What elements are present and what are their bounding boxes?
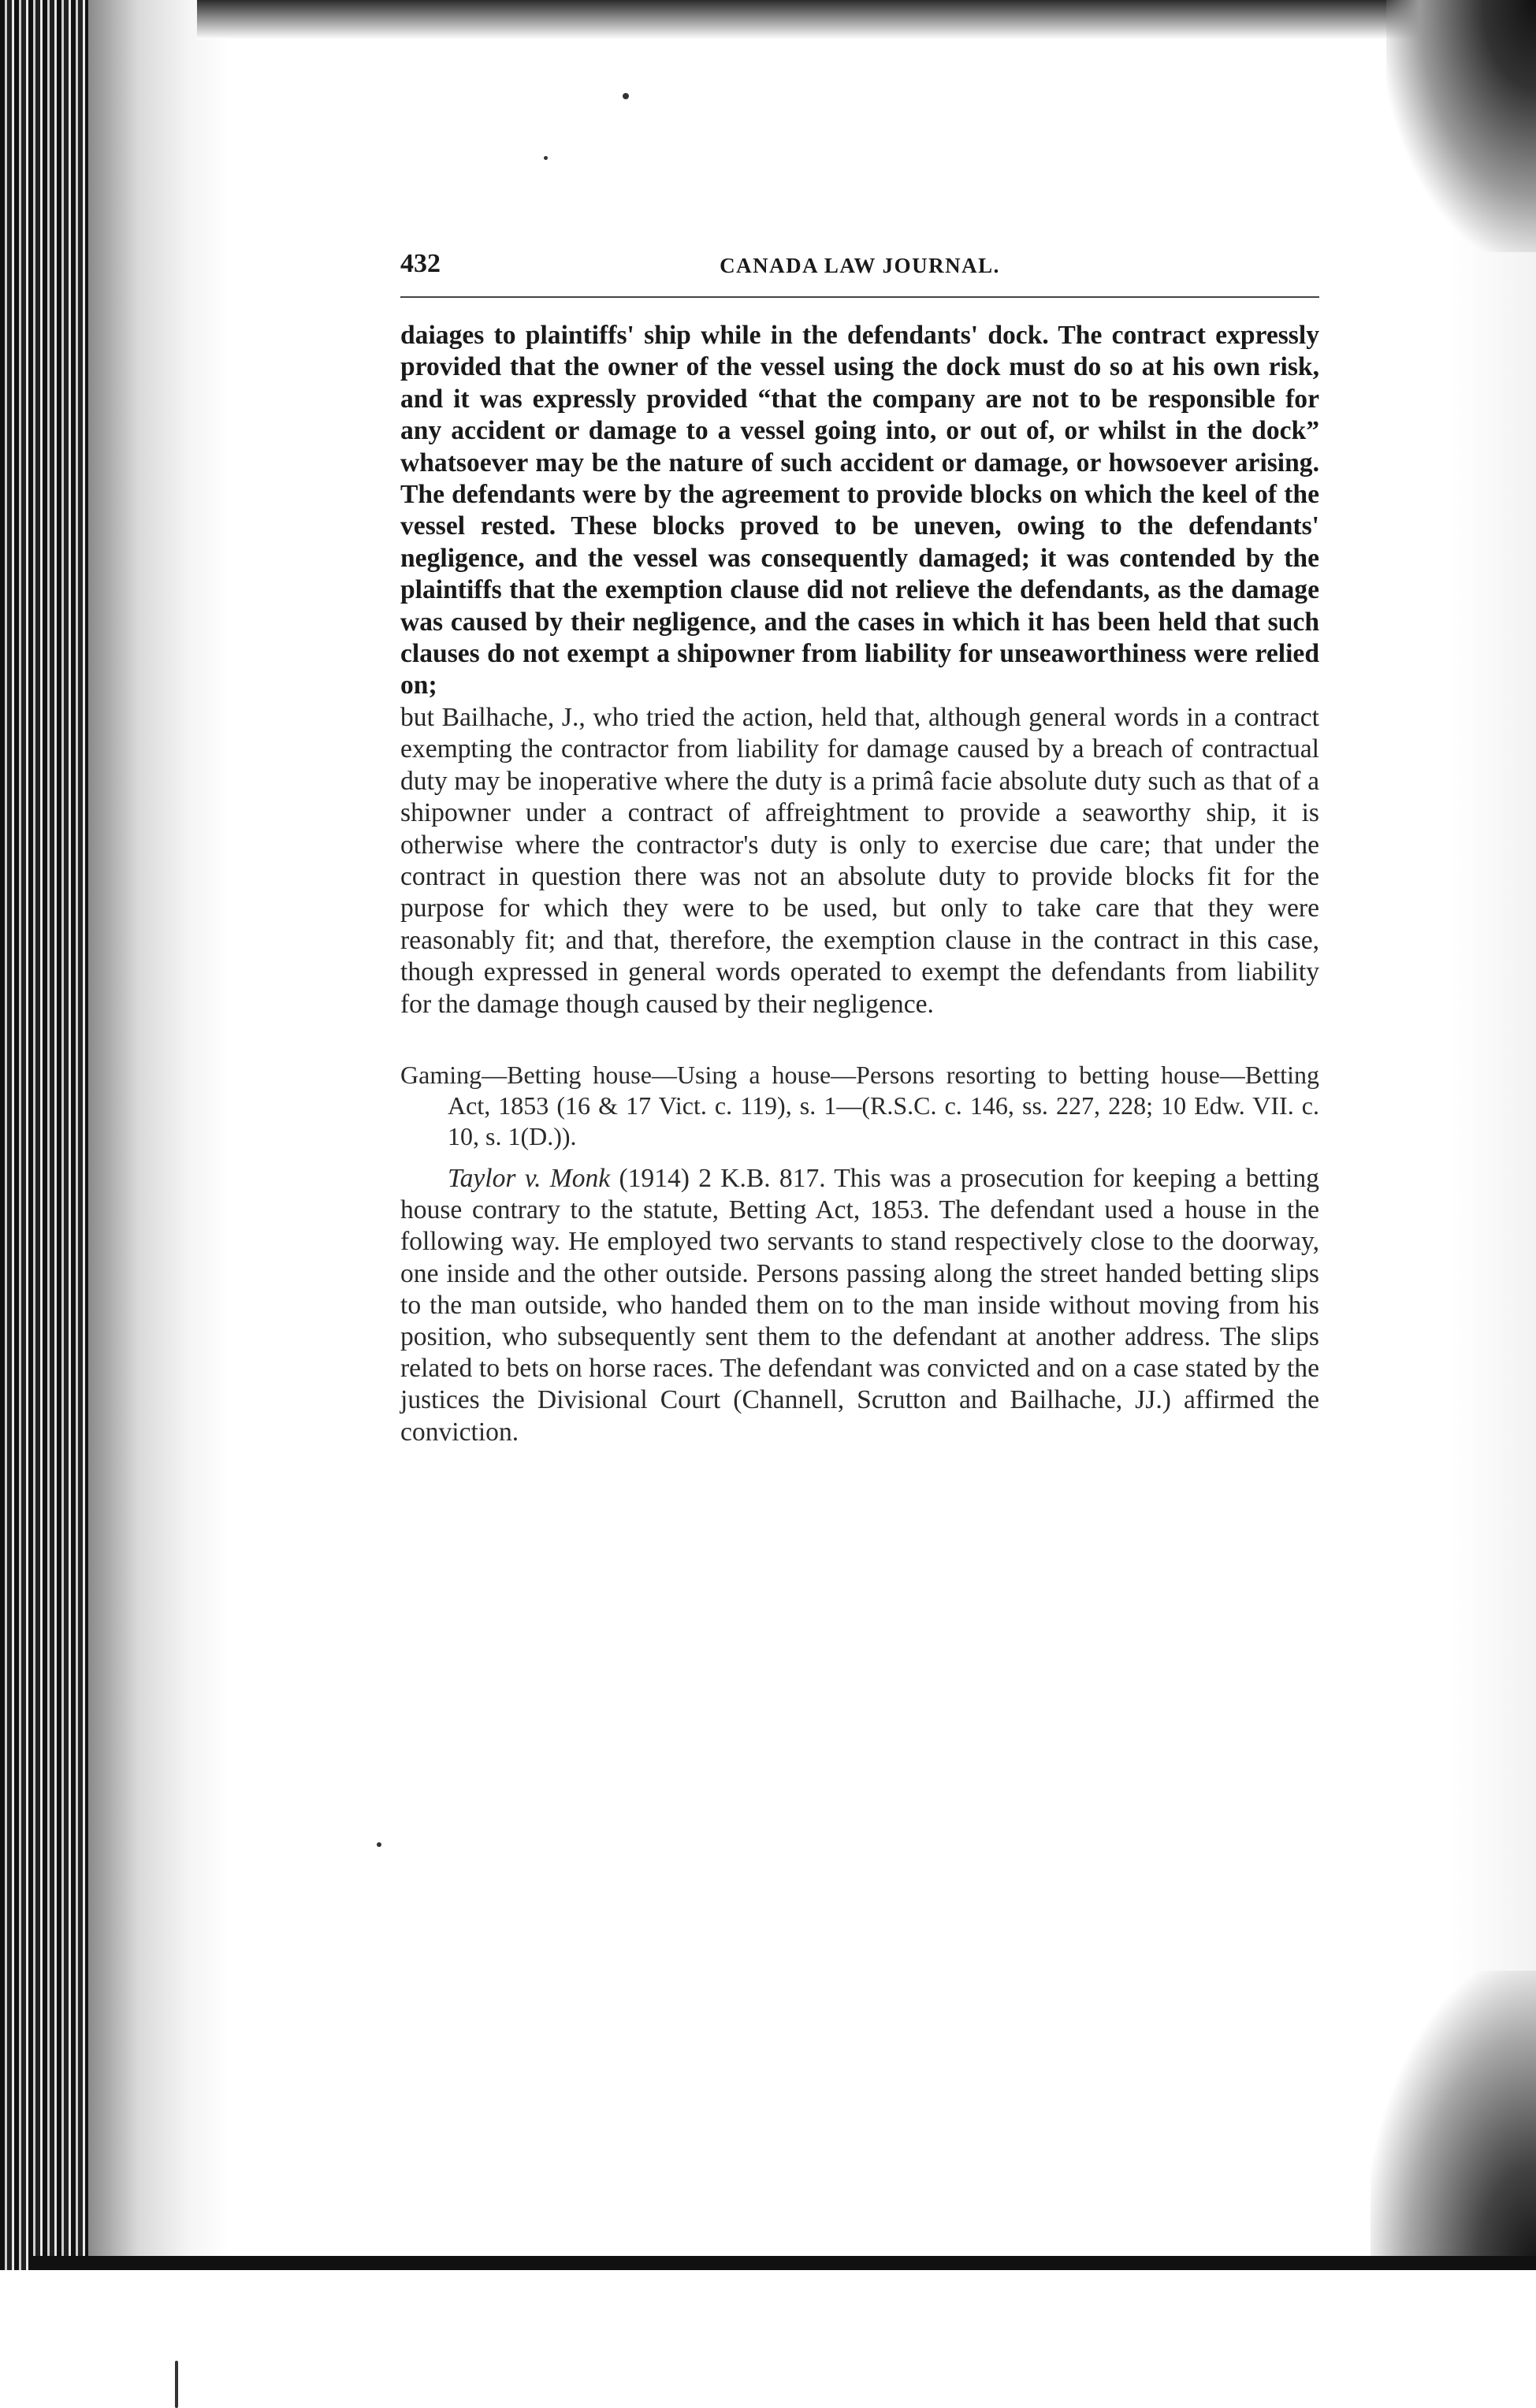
book-page [400,244,1319,1448]
page-scan-edge-left [0,0,88,2270]
section-heading: Gaming—Betting house—Using a house—Persons resorting to betting house—Betting Act, 1853 (16 & 17 Vict. c. 119), s. 1—(R.S.C. c. 146, ss. 227, 228; 10 Edw. VII. c. 10, s. 1(D.)). [400,1060,1319,1150]
case-name: Taylor v. Monk [448,1163,611,1193]
page-scan-shadow-right [1449,0,1536,2270]
scan-speck [377,1842,381,1847]
case-citation: (1914) 2 K.B. 817. [619,1163,826,1193]
journal-title: CANADA LAW JOURNAL. [720,254,1000,277]
body-text-paragraph [400,320,1319,1020]
paragraph-plain-part: but Bailhache, J., who tried the action, held that, although general words in a contract exempting the contractor from liability for damage caused by a breach of contractual duty may be inoperative where the duty is a primâ facie absolute duty such as that of a shipowner under a contract of affreightment to provide a seaworthy ship, it is otherwise where the contractor's duty is only to exercise due care; that under the contract in question there was not an absolute duty to provide blocks fit for the purpose for which they were to be used, but only to take care that they were reasonably fit; and that, therefore, the exemption clause in the contract in this case, though expressed in general words operated to exempt the defendants from liability for the damage though caused by their negligence. [400,702,1319,1019]
running-head [400,244,1319,288]
page-scan-shadow-left [88,0,230,2270]
page-number: 432 [400,249,441,278]
page-scan-edge-bottom [32,2256,1536,2270]
scan-speck [623,93,629,99]
scan-speck [175,2361,178,2408]
case-paragraph [400,1163,1319,1448]
paragraph-bold-part: daiages to plaintiffs' ship while in the defendants' dock. The contract expressly provided that the owner of the vessel using the dock must do so at his own risk, and it was expressly provided “that the company are not to be responsible for any accident or damage to a vessel going into, or out of, or whilst in the dock” whatsoever may be the nature of such accident or damage, or howsoever arising. The defendants were by the agreement to provide blocks on which the keel of the vessel rested. These blocks proved to be uneven, owing to the defendants' negligence, and the vessel was consequently damaged; it was contended by the plaintiffs that the exemption clause did not relieve the defendants, as the damage was caused by their negligence, and the cases in which it has been held that such clauses do not exempt a shipowner from liability for unseaworthiness were relied on; [400,321,1319,700]
scan-speck [544,156,548,160]
page-scan-shadow-top [197,0,1536,39]
case-text: This was a prosecution for keeping a betting house contrary to the statute, Betting Act, 1853. The defendant used a house in the following way. He employed two servants to stand respectively close to the doorway, one inside and the other outside. Persons passing along the street handed betting slips to the man outside, who handed them on to the man inside without moving from his position, who subsequently sent them to the defendant at another address. The slips related to bets on horse races. The defendant was convicted and on a case stated by the justices the Divisional Court (Channell, Scrutton and Bailhache, JJ.) affirmed the conviction. [400,1163,1319,1447]
page-scan-corner-bottom-right [1370,1971,1536,2270]
page-scan-corner-top-right [1386,0,1536,252]
header-rule [400,296,1319,298]
